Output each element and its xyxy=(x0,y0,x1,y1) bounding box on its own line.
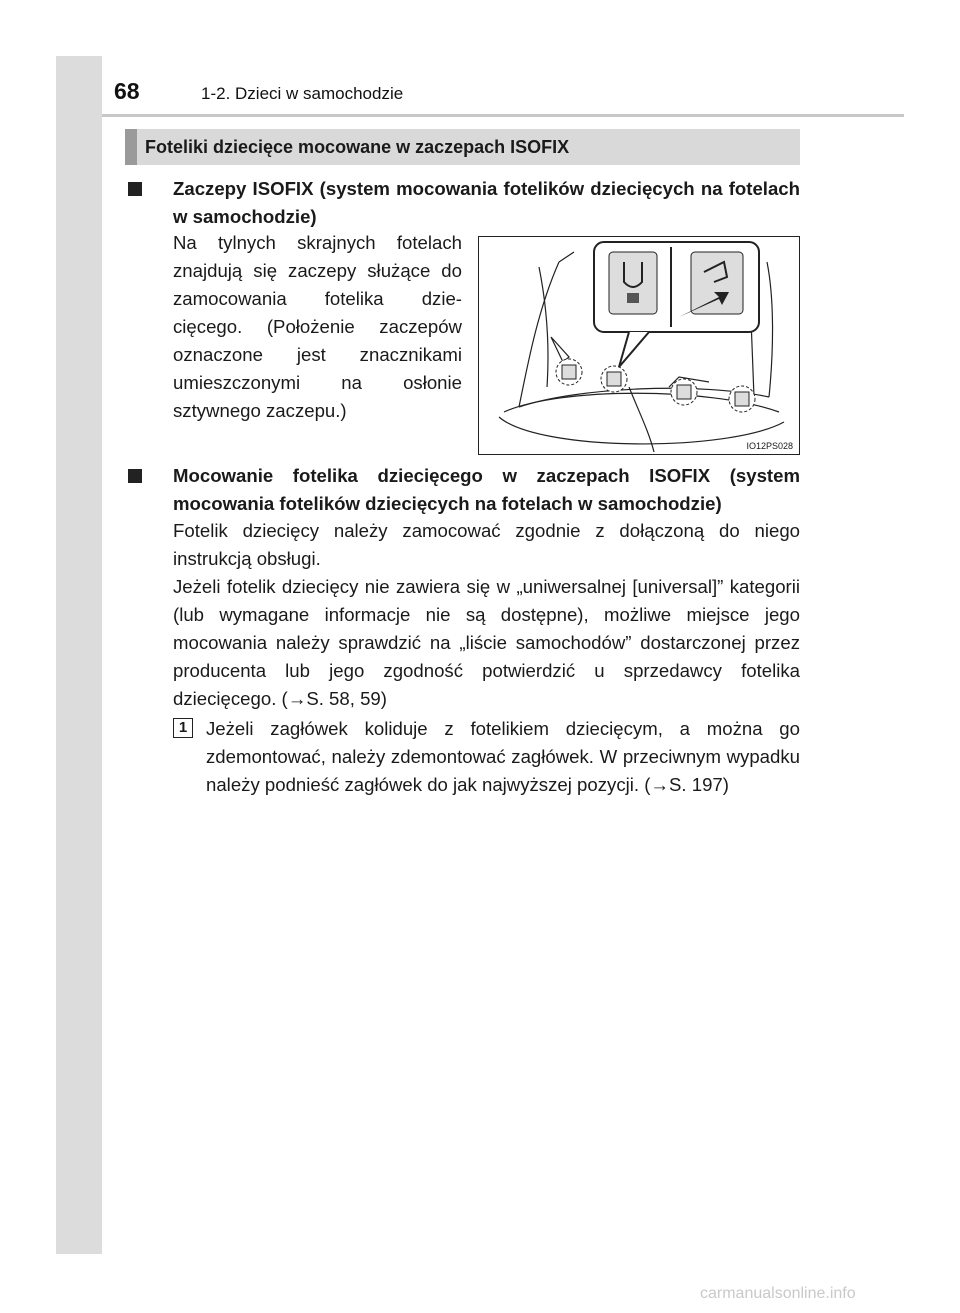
page-number: 68 xyxy=(114,78,140,104)
square-bullet-icon xyxy=(128,182,142,196)
note-number-badge: 1 xyxy=(173,718,193,738)
isofix-seat-illustration xyxy=(478,236,800,455)
paragraph-universal-category: Jeżeli fotelik dziecięcy nie zawiera się w „uniwersalnej [universal]” kategorii (lub wymagane informacje nie są dostępne), możliwe miejsce jego mocowania należy sprawdzić na „liście samochodów” dostarczonej przez producenta lub jego zgodność potwierdzić u sprzedawcy fotelika dziecięcego. (→S. 58, 59) xyxy=(173,576,800,709)
numbered-note xyxy=(173,715,800,799)
side-margin-bar xyxy=(56,56,102,1254)
paragraph-anchor-location: Na tylnych skrajnych fotelach znajdują się zaczepy służące do zamocowania fotelika dzie-cięcego. (Położenie zaczepów oznaczone jest znacznikami umieszczonymi na osłonie sztywnego zaczepu.) xyxy=(173,232,462,421)
note-text: Jeżeli zagłówek koliduje z fotelikiem dziecięcym, a można go zdemontować, należy zdemontować zagłówek. W przeciwnym wypadku należy podnieść zagłówek do jak najwyższej pozycji. (→S. 197) xyxy=(206,718,800,795)
square-bullet-icon xyxy=(128,469,142,483)
heading-text: Zaczepy ISOFIX (system mocowania fotelików dziecięcych na fotelach w samochodzie) xyxy=(173,178,800,227)
section-title: Foteliki dziecięce mocowane w zaczepach ISOFIX xyxy=(125,129,800,165)
figure-code: IO12PS028 xyxy=(746,441,793,451)
heading-mounting-seat xyxy=(128,462,800,518)
watermark: carmanualsonline.info xyxy=(700,1285,856,1302)
rear-seat-drawing xyxy=(479,237,800,455)
paragraph-instructions: Fotelik dziecięcy należy zamocować zgodnie z dołączoną do niego instrukcją obsługi. xyxy=(173,520,800,569)
heading-isofix-anchors xyxy=(128,175,800,231)
header-rule xyxy=(102,114,904,117)
chapter-title: 1-2. Dzieci w samochodzie xyxy=(201,84,404,103)
heading-text: Mocowanie fotelika dziecięcego w zaczepach ISOFIX (system mocowania fotelików dziecięcych na fotelach w samochodzie) xyxy=(173,465,800,514)
